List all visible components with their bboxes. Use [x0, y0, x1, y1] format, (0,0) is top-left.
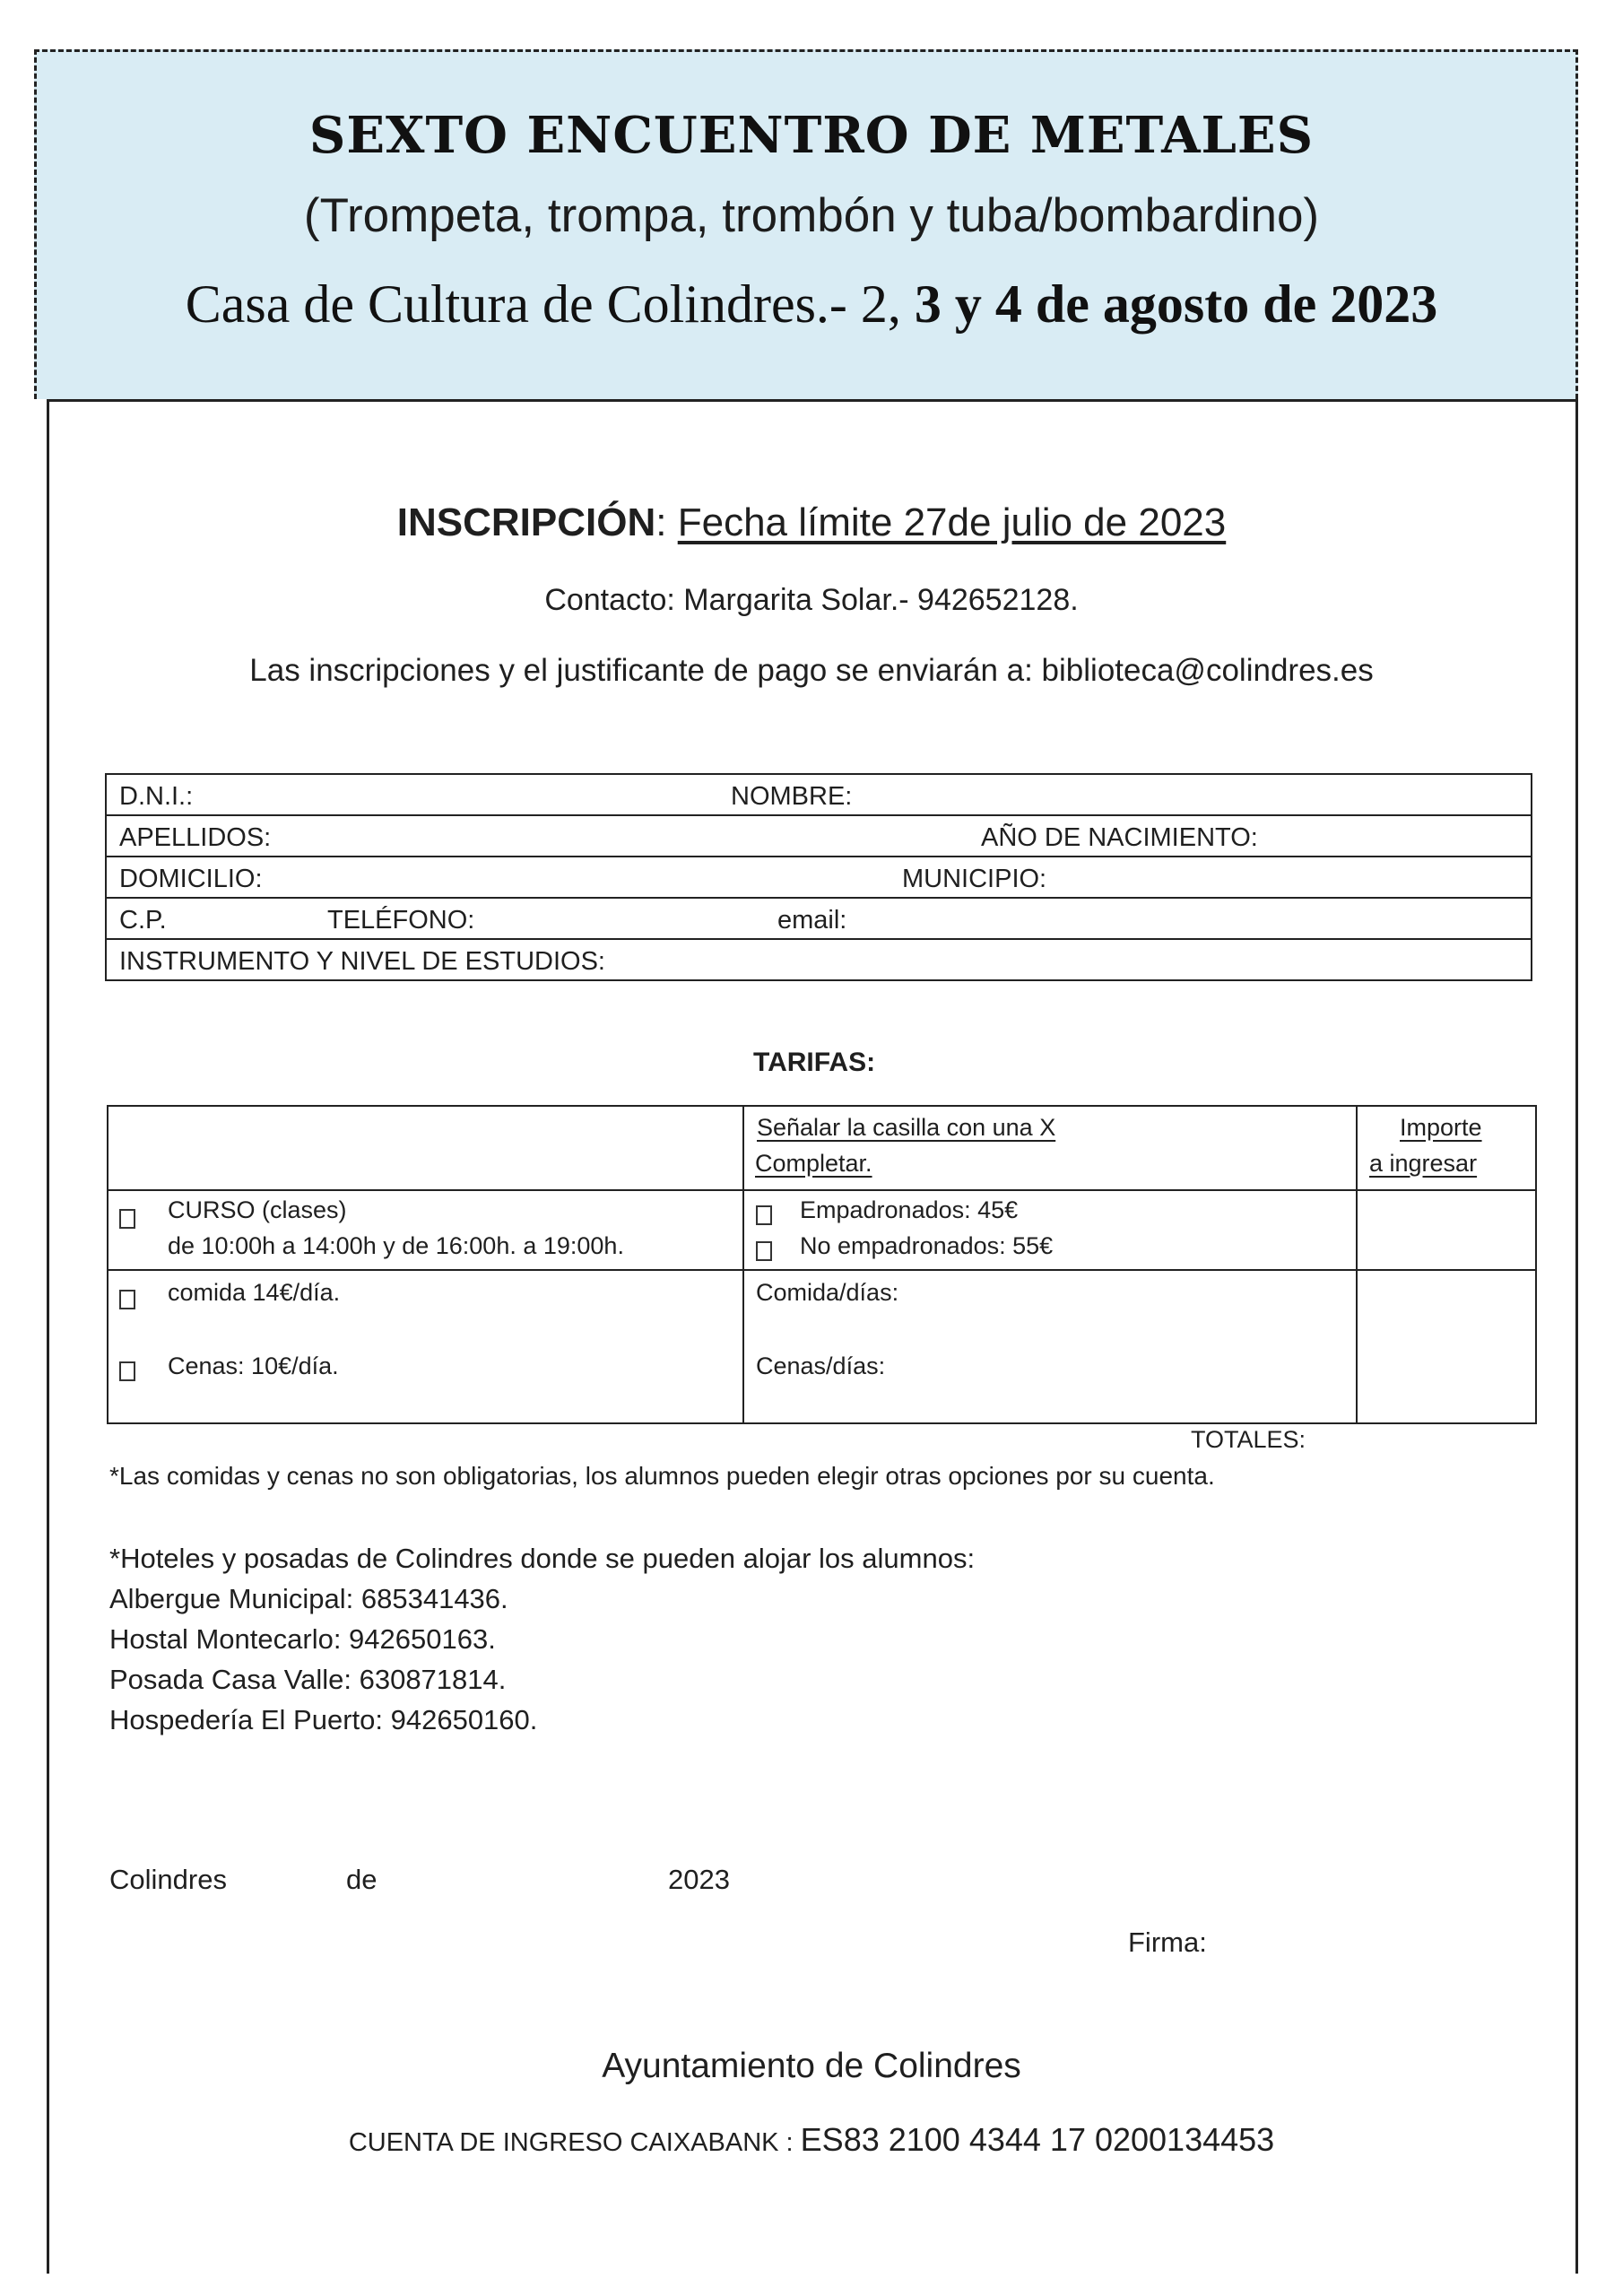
venue-dates-bold: 3 y 4 de agosto de 2023	[914, 274, 1438, 334]
bank-account-label: CUENTA DE INGRESO CAIXABANK :	[348, 2128, 794, 2157]
cenas-label: Cenas: 10€/día.	[168, 1352, 339, 1379]
bank-account-line	[0, 2121, 1623, 2159]
table-row	[107, 775, 1531, 816]
no-empadronados-label: No empadronados: 55€	[800, 1232, 1054, 1259]
hotels-intro: *Hoteles y posadas de Colindres donde se pueden alojar los alumnos:	[109, 1543, 976, 1574]
tarifas-table	[107, 1105, 1537, 1424]
domicilio-field-label[interactable]: DOMICILIO:	[119, 865, 263, 893]
table-row	[107, 857, 1531, 899]
tarifas-header-mark: Señalar la casilla con una X	[757, 1114, 1056, 1141]
empadronados-checkbox[interactable]	[756, 1196, 772, 1231]
signature-field[interactable]: Firma:	[1128, 1926, 1207, 1958]
inscripcion-deadline: Fecha límite 27de julio de 2023	[677, 500, 1227, 544]
tarifas-title: TARIFAS:	[753, 1048, 876, 1077]
column-divider	[742, 1107, 744, 1422]
curso-checkbox[interactable]	[119, 1200, 135, 1234]
venue-prefix: Casa de Cultura de Colindres.- 2,	[185, 274, 901, 334]
document-subtitle: (Trompeta, trompa, trombón y tuba/bombardino)	[303, 189, 1320, 242]
comida-days-field[interactable]: Comida/días:	[756, 1279, 899, 1306]
signature-year: 2023	[668, 1864, 730, 1895]
row-divider	[108, 1189, 1535, 1191]
comida-checkbox[interactable]	[119, 1281, 135, 1315]
document-title: SEXTO ENCUENTRO DE METALES	[308, 106, 1315, 165]
instrumento-field-label[interactable]: INSTRUMENTO Y NIVEL DE ESTUDIOS:	[119, 947, 605, 976]
bank-iban: ES83 2100 4344 17 0200134453	[800, 2121, 1275, 2158]
municipio-field-label[interactable]: MUNICIPIO:	[902, 865, 1047, 893]
cenas-days-field[interactable]: Cenas/días:	[756, 1352, 886, 1379]
dni-field-label[interactable]: D.N.I.:	[119, 782, 194, 811]
meals-note: *Las comidas y cenas no son obligatorias, los alumnos pueden elegir otras opciones por su cuenta.	[109, 1462, 1215, 1490]
curso-label: CURSO (clases)	[168, 1196, 347, 1223]
no-empadronados-checkbox[interactable]	[756, 1232, 772, 1266]
list-item: Hospedería El Puerto: 942650160.	[109, 1704, 538, 1735]
table-row	[107, 940, 1531, 981]
cp-field-label[interactable]: C.P.	[119, 906, 167, 935]
table-row	[107, 899, 1531, 940]
cenas-checkbox[interactable]	[119, 1352, 135, 1387]
birth-year-field-label[interactable]: AÑO DE NACIMIENTO:	[981, 823, 1258, 852]
signature-de: de	[346, 1864, 378, 1895]
nombre-field-label[interactable]: NOMBRE:	[731, 782, 853, 811]
signature-place: Colindres	[109, 1864, 227, 1895]
tarifas-header-ingresar: a ingresar	[1369, 1150, 1478, 1177]
totales-label: TOTALES:	[1191, 1426, 1306, 1453]
telefono-field-label[interactable]: TELÉFONO:	[327, 906, 475, 935]
empadronados-label: Empadronados: 45€	[800, 1196, 1019, 1223]
list-item: Hostal Montecarlo: 942650163.	[109, 1623, 496, 1655]
tarifas-header-complete: Completar.	[755, 1150, 872, 1177]
list-item: Albergue Municipal: 685341436.	[109, 1583, 508, 1614]
hotels-list	[109, 1538, 975, 1740]
apellidos-field-label[interactable]: APELLIDOS:	[119, 823, 272, 852]
personal-data-table	[105, 773, 1532, 981]
comida-label: comida 14€/día.	[168, 1279, 341, 1306]
row-divider	[108, 1269, 1535, 1271]
curso-schedule: de 10:00h a 14:00h y de 16:00h. a 19:00h.	[168, 1232, 624, 1259]
tarifas-header-importe: Importe	[1400, 1114, 1482, 1141]
ayuntamiento-name: Ayuntamiento de Colindres	[602, 2047, 1021, 2085]
column-divider	[1356, 1107, 1358, 1422]
inscripcion-heading	[0, 500, 1623, 545]
contact-line: Contacto: Margarita Solar.- 942652128.	[544, 583, 1079, 617]
inscripcion-separator: :	[655, 500, 667, 544]
submission-email-line: Las inscripciones y el justificante de pago se enviarán a: biblioteca@colindres.es	[249, 653, 1374, 688]
table-row	[107, 816, 1531, 857]
list-item: Posada Casa Valle: 630871814.	[109, 1664, 507, 1695]
email-field-label[interactable]: email:	[777, 906, 847, 935]
venue-dates	[0, 274, 1623, 335]
inscripcion-label: INSCRIPCIÓN	[396, 500, 656, 544]
